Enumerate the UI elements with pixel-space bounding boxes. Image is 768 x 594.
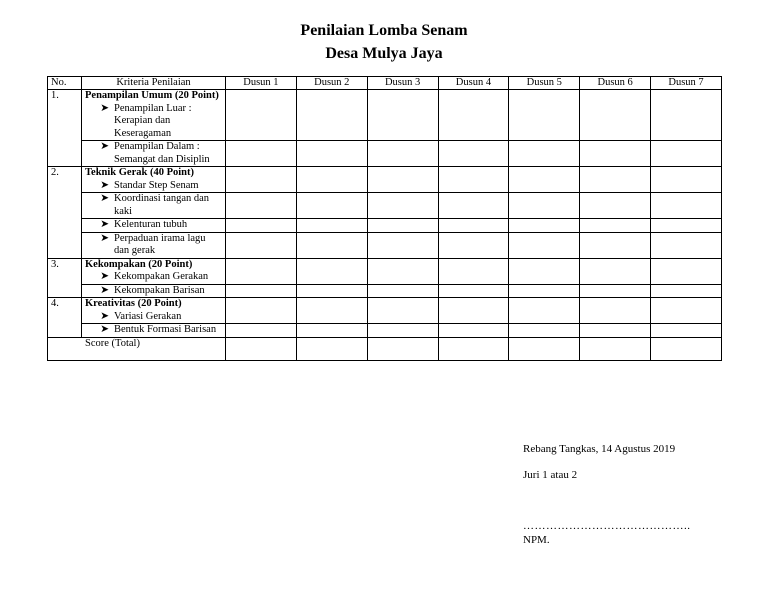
g2-i3-score-dusun-6[interactable] [580,219,651,233]
g1-i2-score-dusun-4[interactable] [438,141,509,167]
g2-i1-score-dusun-5[interactable] [509,167,580,193]
criteria-subitem [85,324,222,337]
total-score-dusun-6[interactable] [580,337,651,360]
criteria-subitem-label: Perpaduan irama lagu dan gerak [114,232,206,256]
g2-i3-score-dusun-2[interactable] [296,219,367,233]
g1-i1-score-dusun-3[interactable] [367,90,438,141]
criteria-number: 2. [48,167,82,259]
g1-i1-score-dusun-2[interactable] [296,90,367,141]
arrow-bullet-icon: ➤ [100,141,109,152]
g3-i2-score-dusun-1[interactable] [226,284,297,298]
g1-i2-score-dusun-7[interactable] [651,141,722,167]
criteria-cell [82,284,226,298]
header-dusun-3: Dusun 3 [367,77,438,90]
criteria-group-title: Teknik Gerak (40 Point) [85,167,194,178]
g2-i1-score-dusun-2[interactable] [296,167,367,193]
g3-i1-score-dusun-3[interactable] [367,258,438,284]
criteria-subitem [85,141,222,166]
criteria-group-title: Kreativitas (20 Point) [85,298,182,309]
table-row [48,219,722,233]
signature-line: …………………………………….. [523,520,691,532]
g2-i4-score-dusun-6[interactable] [580,232,651,258]
criteria-subitem [85,180,222,193]
header-dusun-4: Dusun 4 [438,77,509,90]
g4-i1-score-dusun-4[interactable] [438,298,509,324]
arrow-bullet-icon: ➤ [100,324,109,335]
criteria-subitem-label: Bentuk Formasi Barisan [114,324,217,335]
g3-i1-score-dusun-6[interactable] [580,258,651,284]
g3-i2-score-dusun-5[interactable] [509,284,580,298]
table-row [48,298,722,324]
header-no: No. [48,77,82,90]
g2-i1-score-dusun-1[interactable] [226,167,297,193]
criteria-cell [82,167,226,193]
table-row [48,258,722,284]
criteria-number: 1. [48,90,82,167]
g3-i1-score-dusun-2[interactable] [296,258,367,284]
g4-i2-score-dusun-4[interactable] [438,324,509,338]
criteria-subitem-label: Kekompakan Barisan [114,284,205,296]
total-score-dusun-2[interactable] [296,337,367,360]
criteria-subitem-label: Variasi Gerakan [114,310,182,322]
header-dusun-1: Dusun 1 [226,77,297,90]
criteria-cell [82,324,226,338]
g2-i3-score-dusun-4[interactable] [438,219,509,233]
g3-i2-score-dusun-4[interactable] [438,284,509,298]
g1-i1-score-dusun-5[interactable] [509,90,580,141]
g2-i4-score-dusun-7[interactable] [651,232,722,258]
criteria-subitem-label: Koordinasi tangan dan kaki [114,193,210,217]
g2-i4-score-dusun-2[interactable] [296,232,367,258]
g2-i2-score-dusun-7[interactable] [651,193,722,219]
header-dusun-7: Dusun 7 [651,77,722,90]
criteria-subitem-label: Standar Step Senam [114,179,199,191]
table-row [48,167,722,193]
g4-i2-score-dusun-7[interactable] [651,324,722,338]
table-row [48,232,722,258]
g1-i2-score-dusun-1[interactable] [226,141,297,167]
table-row [48,193,722,219]
arrow-bullet-icon: ➤ [100,179,109,191]
g1-i1-score-dusun-4[interactable] [438,90,509,141]
g2-i3-score-dusun-1[interactable] [226,219,297,233]
criteria-group-title: Penampilan Umum (20 Point) [85,90,219,101]
criteria-group-title: Kekompakan (20 Point) [85,258,193,270]
g4-i2-score-dusun-1[interactable] [226,324,297,338]
g4-i2-score-dusun-6[interactable] [580,324,651,338]
header-dusun-6: Dusun 6 [580,77,651,90]
g2-i4-score-dusun-5[interactable] [509,232,580,258]
g3-i2-score-dusun-7[interactable] [651,284,722,298]
g1-i2-score-dusun-3[interactable] [367,141,438,167]
g2-i2-score-dusun-1[interactable] [226,193,297,219]
g4-i1-score-dusun-7[interactable] [651,298,722,324]
g2-i2-score-dusun-4[interactable] [438,193,509,219]
g2-i1-score-dusun-6[interactable] [580,167,651,193]
criteria-subitem [85,219,222,232]
criteria-subitem [85,103,222,141]
score-total-label: Score (Total) [48,337,226,360]
total-score-dusun-1[interactable] [226,337,297,360]
g1-i2-score-dusun-6[interactable] [580,141,651,167]
g2-i4-score-dusun-1[interactable] [226,232,297,258]
arrow-bullet-icon: ➤ [100,232,109,244]
g3-i1-score-dusun-1[interactable] [226,258,297,284]
g4-i1-score-dusun-2[interactable] [296,298,367,324]
g2-i1-score-dusun-3[interactable] [367,167,438,193]
g3-i2-score-dusun-3[interactable] [367,284,438,298]
g1-i2-score-dusun-5[interactable] [509,141,580,167]
criteria-cell [82,90,226,141]
table-row [48,90,722,141]
g4-i1-score-dusun-5[interactable] [509,298,580,324]
header-row [48,77,722,90]
table-row [48,284,722,298]
criteria-cell [82,298,226,324]
criteria-subitem [85,271,222,284]
criteria-subitem [85,193,222,218]
g4-i1-score-dusun-6[interactable] [580,298,651,324]
criteria-cell [82,258,226,284]
g3-i2-score-dusun-6[interactable] [580,284,651,298]
table-header [48,77,722,90]
criteria-subitem-label: Penampilan Dalam : Semangat dan Disiplin [114,141,210,165]
g2-i3-score-dusun-5[interactable] [509,219,580,233]
g4-i2-score-dusun-2[interactable] [296,324,367,338]
score-total-row [48,337,722,360]
g1-i1-score-dusun-7[interactable] [651,90,722,141]
total-score-dusun-4[interactable] [438,337,509,360]
g4-i1-score-dusun-3[interactable] [367,298,438,324]
table-row [48,324,722,338]
g2-i2-score-dusun-2[interactable] [296,193,367,219]
g1-i1-score-dusun-1[interactable] [226,90,297,141]
criteria-cell [82,219,226,233]
g2-i3-score-dusun-3[interactable] [367,219,438,233]
header-dusun-5: Dusun 5 [509,77,580,90]
page-title: Penilaian Lomba Senam [300,22,468,39]
arrow-bullet-icon: ➤ [100,219,109,230]
g2-i1-score-dusun-4[interactable] [438,167,509,193]
g4-i1-score-dusun-1[interactable] [226,298,297,324]
signature-place-date: Rebang Tangkas, 14 Agustus 2019 [523,443,676,455]
criteria-subitem [85,311,222,324]
criteria-subitem [85,285,222,298]
arrow-bullet-icon: ➤ [100,271,109,282]
g1-i2-score-dusun-2[interactable] [296,141,367,167]
g3-i1-score-dusun-5[interactable] [509,258,580,284]
criteria-subitem-label: Penampilan Luar : Kerapian dan Keseragaman [114,102,192,139]
table-body [48,90,722,361]
g4-i2-score-dusun-5[interactable] [509,324,580,338]
g2-i2-score-dusun-6[interactable] [580,193,651,219]
arrow-bullet-icon: ➤ [100,102,109,114]
total-score-dusun-3[interactable] [367,337,438,360]
arrow-bullet-icon: ➤ [100,310,109,322]
criteria-cell [82,232,226,258]
g2-i4-score-dusun-3[interactable] [367,232,438,258]
page-subtitle: Desa Mulya Jaya [325,45,443,62]
arrow-bullet-icon: ➤ [100,193,109,204]
g2-i3-score-dusun-7[interactable] [651,219,722,233]
criteria-subitem [85,233,222,258]
g3-i2-score-dusun-2[interactable] [296,284,367,298]
header-dusun-2: Dusun 2 [296,77,367,90]
criteria-subitem-label: Kekompakan Gerakan [114,271,209,282]
g4-i2-score-dusun-3[interactable] [367,324,438,338]
criteria-cell [82,193,226,219]
signature-judge: Juri 1 atau 2 [523,469,578,481]
g2-i1-score-dusun-7[interactable] [651,167,722,193]
total-score-dusun-7[interactable] [651,337,722,360]
table-row [48,141,722,167]
g1-i1-score-dusun-6[interactable] [580,90,651,141]
header-kriteria: Kriteria Penilaian [82,77,226,90]
g2-i4-score-dusun-4[interactable] [438,232,509,258]
g3-i1-score-dusun-7[interactable] [651,258,722,284]
g2-i2-score-dusun-5[interactable] [509,193,580,219]
g2-i2-score-dusun-3[interactable] [367,193,438,219]
total-score-dusun-5[interactable] [509,337,580,360]
criteria-number: 4. [48,298,82,338]
g3-i1-score-dusun-4[interactable] [438,258,509,284]
arrow-bullet-icon: ➤ [100,284,109,296]
scoring-table [47,76,722,361]
criteria-number: 3. [48,258,82,298]
criteria-cell [82,141,226,167]
criteria-subitem-label: Kelenturan tubuh [114,219,188,230]
signature-npm: NPM. [523,534,550,546]
